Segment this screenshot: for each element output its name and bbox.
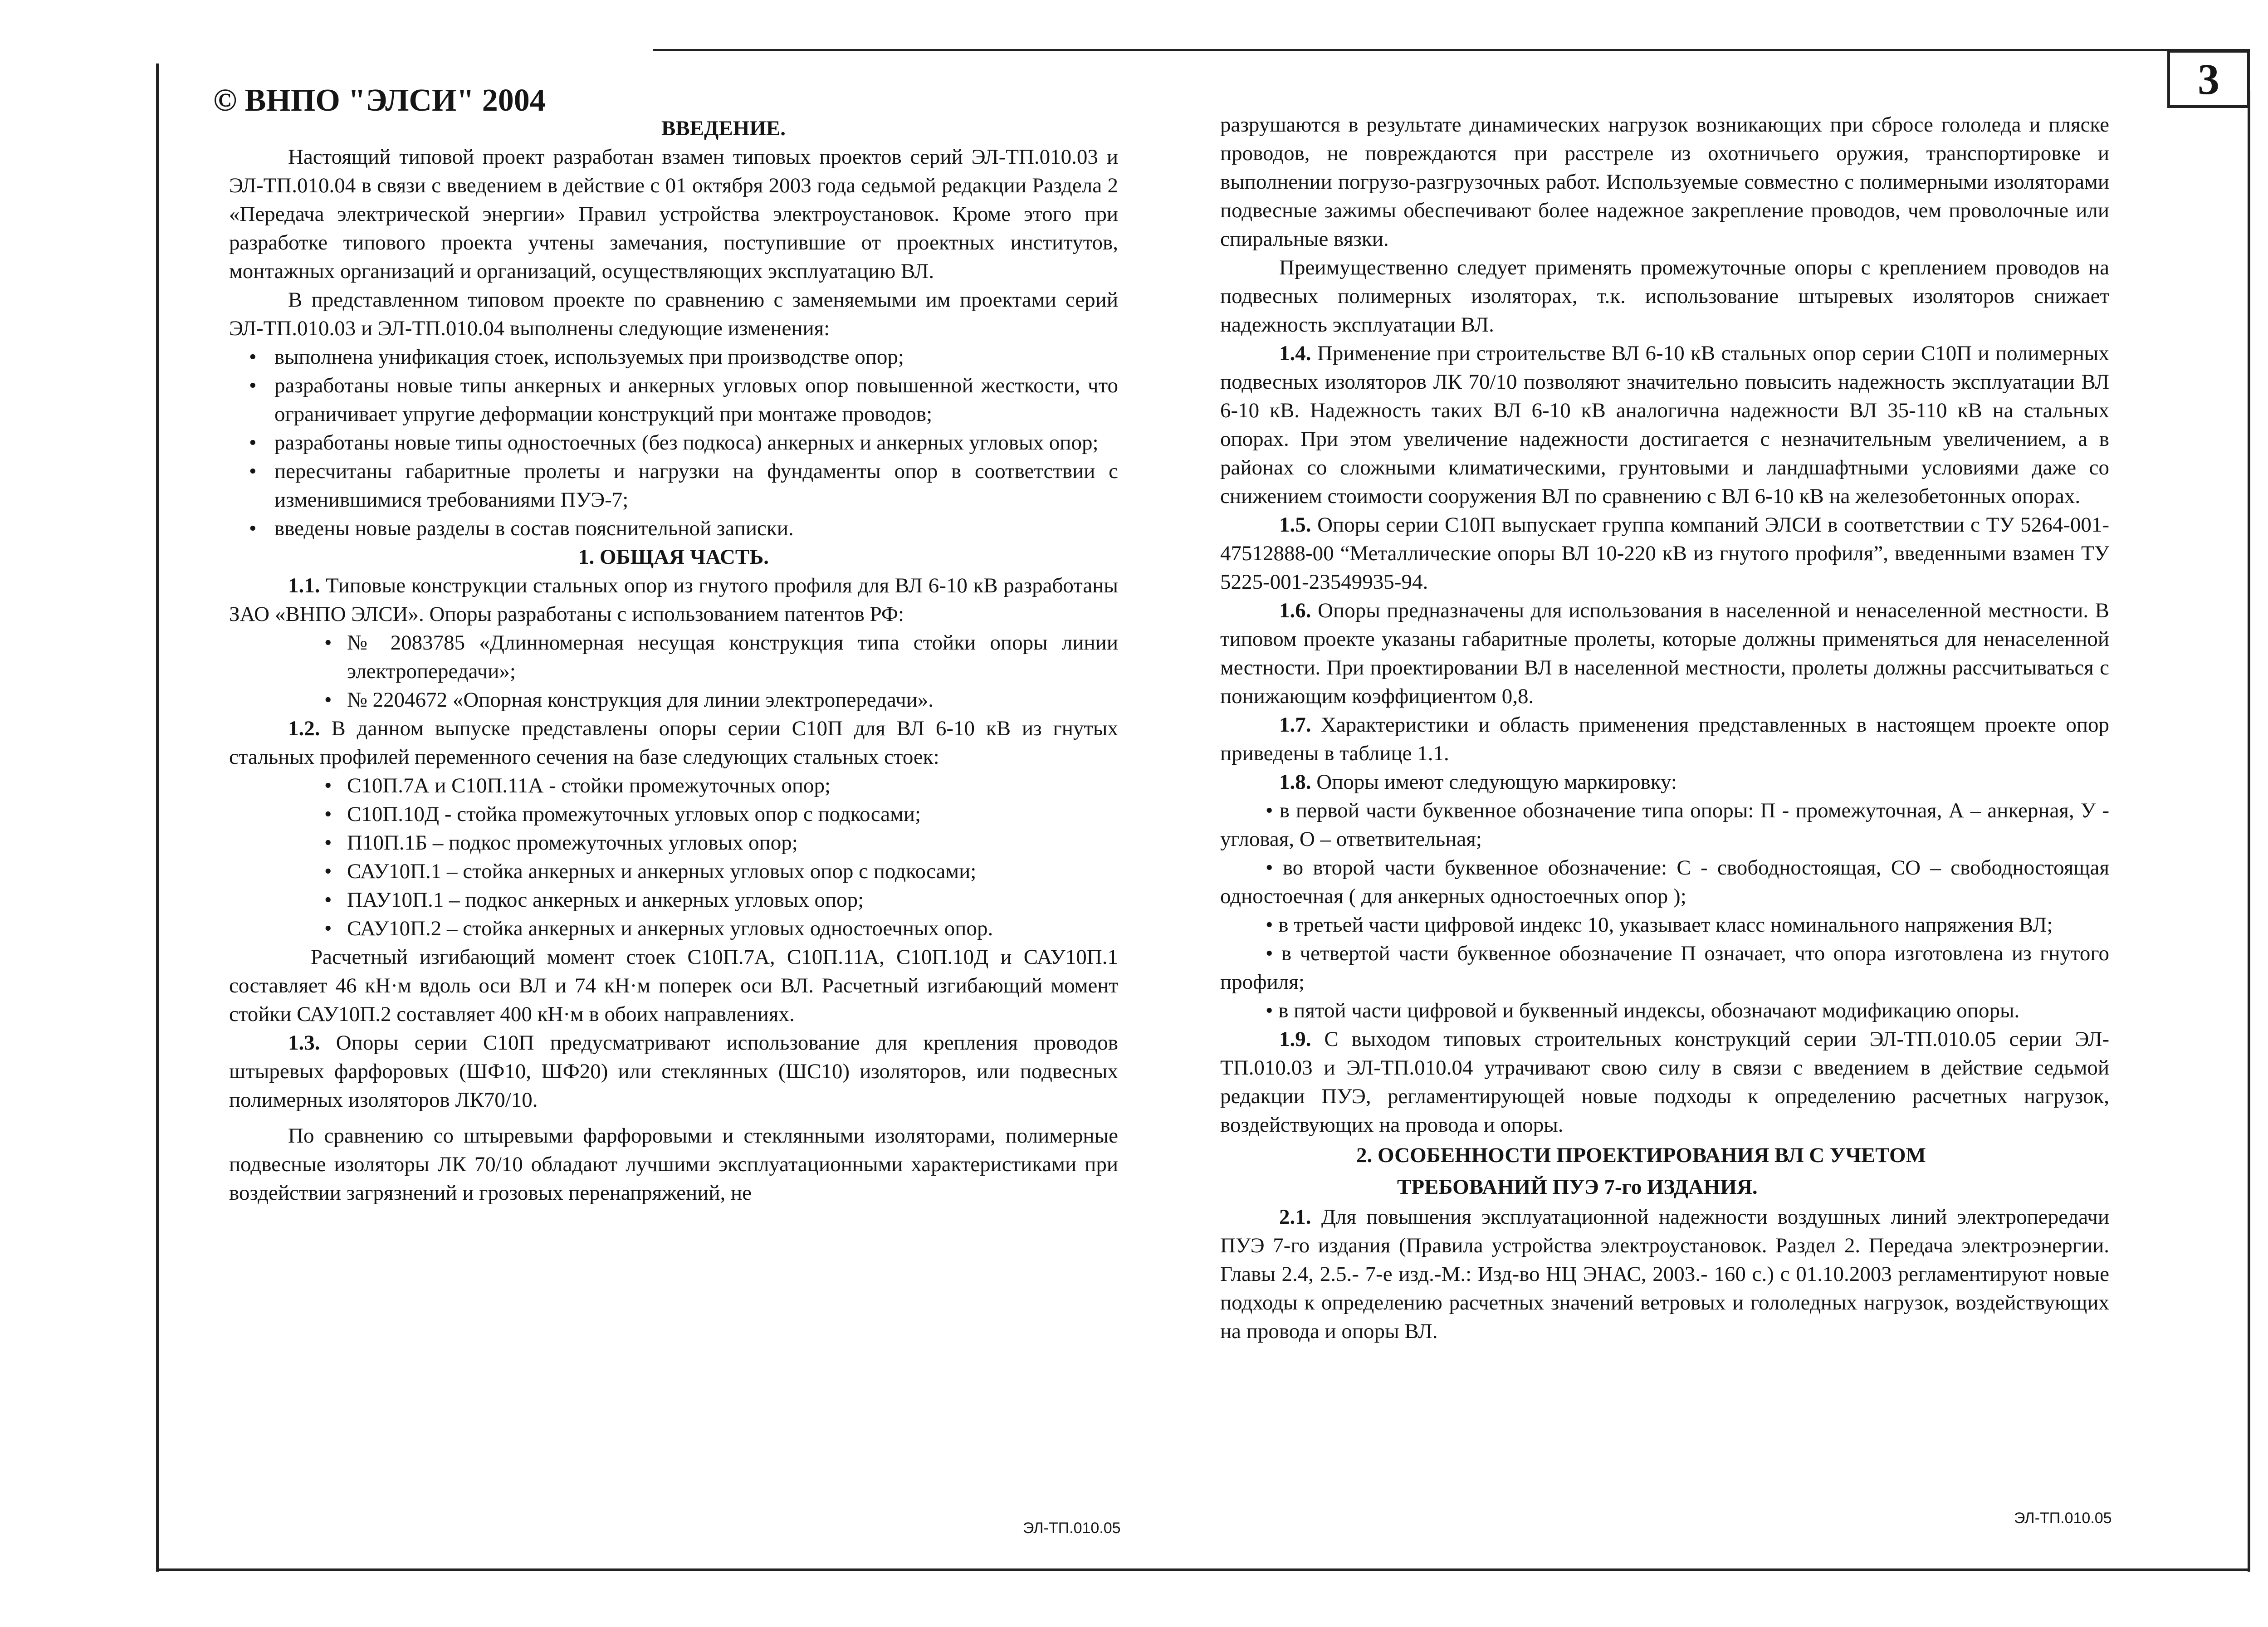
paragraph-1-4 [1220, 339, 2109, 511]
list-item: • введены новые разделы в состав пояснительной записки. [229, 514, 1118, 543]
intro-paragraph-2: В представленном типовом проекте по сравнению с заменяемыми им проектами серий ЭЛ-ТП.010.03 и ЭЛ-ТП.010.04 выполнены следующие изменения: [229, 288, 1118, 340]
clause-number: 1.1. [288, 574, 320, 597]
list-item: • П10П.1Б – подкос промежуточных угловых опор; [229, 829, 1118, 857]
list-item: • выполнена унификация стоек, используемых при производстве опор; [229, 343, 1118, 371]
paragraph-1-8 [1220, 768, 2109, 796]
patents-list [229, 629, 1118, 714]
list-item: • во второй части буквенное обозначение: С - свободностоящая, СО – свободностоящая одностоечная ( для анкерных одностоечных опор ); [1220, 854, 2109, 911]
footer-code-right: ЭЛ-ТП.010.05 [2014, 1510, 2112, 1527]
paragraph-1-2 [229, 714, 1118, 772]
section-2-heading-line-2: ТРЕБОВАНИЙ ПУЭ 7-го ИЗДАНИЯ. [1397, 1175, 1758, 1199]
list-item: • САУ10П.2 – стойка анкерных и анкерных угловых одностоечных опор. [229, 914, 1118, 943]
clause-text: Опоры имеют следующую маркировку: [1316, 770, 1677, 794]
list-item: • № 2083785 «Длинномерная несущая конструкция типа стойки опоры линии электропередачи»; [229, 629, 1118, 686]
frame-top-line [653, 49, 2250, 51]
list-item: • в пятой части цифровой и буквенный индексы, обозначают модификацию опоры. [1220, 997, 2109, 1025]
paragraph-1-7 [1220, 711, 2109, 768]
clause-number: 1.5. [1279, 513, 1311, 537]
clause-number: 1.3. [288, 1031, 320, 1055]
paragraph-2-1 [1220, 1203, 2109, 1346]
paragraph-1-6 [1220, 596, 2109, 711]
page-number-box [2167, 50, 2250, 108]
list-item: • в четвертой части буквенное обозначение П означает, что опора изготовлена из гнутого профиля; [1220, 939, 2109, 997]
marking-list [1220, 796, 2109, 1025]
clause-number: 1.8. [1279, 770, 1311, 794]
paragraph-1-9 [1220, 1025, 2109, 1139]
changes-list [229, 343, 1118, 543]
intro-heading: ВВЕДЕНИЕ. [661, 117, 786, 140]
clause-number: 1.6. [1279, 599, 1311, 622]
clause-text: Для повышения эксплуатационной надежности воздушных линий электропередачи ПУЭ 7-го издания (Правила устройства электроустановок. Раздел 2. Передача электроэнергии. Главы 2.4, 2.5.- 7-е изд.-М.: Изд-во НЦ ЭНАС, 2003.- 160 с.) с 01.10.2003 регламентируют новые подходы к определению расчетных значений ветровых и гололедных нагрузок, воздействующих на провода и опоры ВЛ. [1220, 1205, 2109, 1343]
page-number: 3 [2198, 54, 2219, 103]
compare-paragraph: По сравнению со штыревыми фарфоровыми и стеклянными изоляторами, полимерные подвесные изоляторы ЛК 70/10 обладают лучшими эксплуатационными характеристиками при воздействии загрязнений и грозовых перенапряжений, не [229, 1124, 1118, 1205]
list-item: • С10П.7А и С10П.11А - стойки промежуточных опор; [229, 772, 1118, 800]
list-item: • № 2204672 «Опорная конструкция для линии электропередачи». [229, 686, 1118, 714]
clause-text: В данном выпуске представлены опоры серии С10П для ВЛ 6-10 кВ из гнутых стальных профилей переменного сечения на базе следующих стальных стоек: [229, 717, 1119, 769]
list-item: • в первой части буквенное обозначение типа опоры: П - промежуточная, А – анкерная, У - угловая, О – ответвительная; [1220, 796, 2109, 854]
left-column [229, 114, 1118, 1207]
clause-text: Опоры серии С10П выпускает группа компаний ЭЛСИ в соответствии с ТУ 5264-001-47512888-00 “Металлические опоры ВЛ 10-220 кВ из гнутого профиля”, введенными взамен ТУ 5225-001-23549935-94. [1220, 513, 2110, 594]
clause-text: Характеристики и область применения представленных в настоящем проекте опор приведены в таблице 1.1. [1220, 713, 2109, 765]
posts-list [229, 772, 1118, 943]
list-item: • САУ10П.1 – стойка анкерных и анкерных угловых опор с подкосами; [229, 857, 1118, 886]
clause-number: 1.2. [288, 717, 320, 740]
list-item: • ПАУ10П.1 – подкос анкерных и анкерных угловых опор; [229, 886, 1118, 914]
frame-right-line [2248, 91, 2250, 1572]
clause-text: Типовые конструкции стальных опор из гнутого профиля для ВЛ 6-10 кВ разработаны ЗАО «ВНПО ЭЛСИ». Опоры разработаны с использованием патентов РФ: [229, 574, 1118, 626]
moment-paragraph: Расчетный изгибающий момент стоек С10П.7А, С10П.11А, С10П.10Д и САУ10П.1 составляет 46 кН·м вдоль оси ВЛ и 74 кН·м поперек оси ВЛ. Расчетный изгибающий момент стойки САУ10П.2 составляет 400 кН·м в обоих направлениях. [229, 945, 1118, 1026]
clause-number: 1.9. [1279, 1027, 1311, 1051]
list-item: • С10П.10Д - стойка промежуточных угловых опор с подкосами; [229, 800, 1118, 829]
clause-text: Опоры предназначены для использования в населенной и ненаселенной местности. В типовом проекте указаны габаритные пролеты, которые должны применяться для ненаселенной местности. При проектировании ВЛ в населенной местности, пролеты должны рассчитываться с понижающим коэффициентом 0,8. [1220, 599, 2110, 708]
clause-text: Опоры серии С10П предусматривают использование для крепления проводов штыревых фарфоровых (ШФ10, ШФ20) или стеклянных (ШС10) изоляторов, или подвесных полимерных изоляторов ЛК70/10. [229, 1031, 1119, 1112]
general-heading: 1. ОБЩАЯ ЧАСТЬ. [578, 545, 769, 569]
list-item: • разработаны новые типы анкерных и анкерных угловых опор повышенной жесткости, что ограничивает упругие деформации конструкций при монтаже проводов; [229, 371, 1118, 429]
section-2-heading [1220, 1139, 2109, 1203]
footer-code-left: ЭЛ-ТП.010.05 [1023, 1520, 1121, 1537]
paragraph-1-1 [229, 572, 1118, 629]
right-column [1220, 111, 2109, 1346]
frame-bottom-line [156, 1568, 2250, 1571]
section-2-heading-line-1: 2. ОСОБЕННОСТИ ПРОЕКТИРОВАНИЯ ВЛ С УЧЕТОМ [1356, 1143, 1926, 1167]
clause-number: 1.4. [1279, 342, 1311, 365]
clause-number: 2.1. [1279, 1205, 1311, 1229]
clause-text: С выходом типовых строительных конструкций серии ЭЛ-ТП.010.05 серии ЭЛ-ТП.010.03 и ЭЛ-ТП.010.04 утрачивают свою силу в связи с введением в действие седьмой редакции ПУЭ, регламентирующей новые подходы к определению расчетных нагрузок, воздействующих на провода и опоры. [1220, 1027, 2109, 1137]
paragraph-1-5 [1220, 511, 2109, 596]
continuation-paragraph: разрушаются в результате динамических нагрузок возникающих при сбросе гололеда и пляске проводов, не повреждаются при расстреле из охотничьего оружия, транспортировке и выполнении погрузо-разгрузочных работ. Используемые совместно с полимерными изоляторами подвесные зажимы обеспечивают более надежное закрепление проводов, чем проволочные или спиральные вязки. [1220, 113, 2109, 251]
list-item: • в третьей части цифровой индекс 10, указывает класс номинального напряжения ВЛ; [1220, 911, 2109, 939]
prefer-paragraph: Преимущественно следует применять промежуточные опоры с креплением проводов на подвесных полимерных изоляторах, т.к. использование штыревых изоляторов снижает надежность эксплуатации ВЛ. [1220, 256, 2109, 337]
clause-number: 1.7. [1279, 713, 1311, 737]
paragraph-1-3 [229, 1029, 1118, 1114]
clause-text: Применение при строительстве ВЛ 6-10 кВ стальных опор серии С10П и полимерных подвесных изоляторов ЛК 70/10 позволяют значительно повысить надежность эксплуатации ВЛ 6-10 кВ. Надежность таких ВЛ 6-10 кВ аналогична надежности ВЛ 35-110 кВ на стальных опорах. При этом увеличение надежности достигается с незначительным увеличением, а в районах со сложными климатическими, грунтовыми и ландшафтными условиями даже со снижением стоимости сооружения ВЛ по сравнению с ВЛ 6-10 кВ на железобетонных опорах. [1220, 342, 2109, 508]
copyright: © ВНПО "ЭЛСИ" 2004 [213, 83, 546, 118]
list-item: • пересчитаны габаритные пролеты и нагрузки на фундаменты опор в соответствии с изменившимися требованиями ПУЭ-7; [229, 457, 1118, 514]
intro-paragraph-1: Настоящий типовой проект разработан взамен типовых проектов серий ЭЛ-ТП.010.03 и ЭЛ-ТП.010.04 в связи с введением в действие с 01 октября 2003 года седьмой редакции Раздела 2 «Передача электрической энергии» Правил устройства электроустановок. Кроме этого при разработке типового проекта учтены замечания, поступившие от проектных институтов, монтажных организаций и организаций, осуществляющих эксплуатацию ВЛ. [229, 145, 1118, 283]
frame-left-line [156, 64, 159, 1572]
list-item: • разработаны новые типы одностоечных (без подкоса) анкерных и анкерных угловых опор; [229, 429, 1118, 457]
